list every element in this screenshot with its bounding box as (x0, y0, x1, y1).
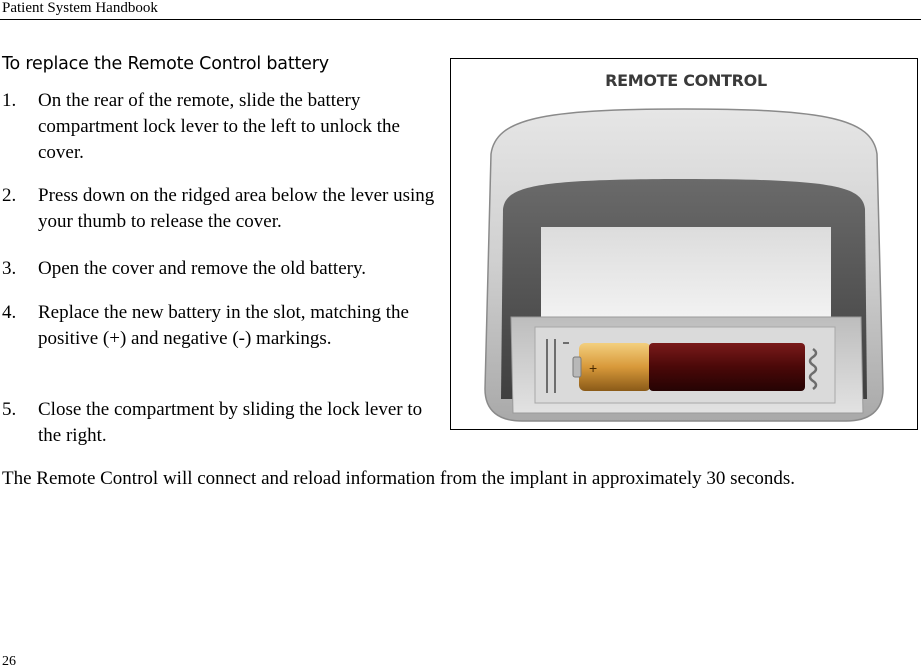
step-number: 4. (2, 302, 17, 323)
step-text: Press down on the ridged area below the lever using your thumb to release the cover. (38, 185, 435, 232)
battery-plus-sign: + (589, 360, 598, 376)
cover-insert (541, 227, 831, 325)
figure-label: REMOTE CONTROL (605, 71, 767, 90)
remote-control-figure (450, 58, 918, 430)
remote-control-illustration (451, 59, 917, 429)
page-header (0, 0, 921, 20)
step-number: 5. (2, 399, 17, 420)
step-text: Replace the new battery in the slot, matching the positive (+) and negative (-) markings. (38, 302, 409, 349)
step-text: Open the cover and remove the old battery. (38, 258, 366, 279)
step-text: Close the compartment by sliding the lock lever to the right. (38, 399, 423, 446)
step-text: On the rear of the remote, slide the battery compartment lock lever to the left to unlock the cover. (38, 90, 400, 163)
section-heading: To replace the Remote Control battery (2, 54, 329, 74)
closing-paragraph: The Remote Control will connect and reload information from the implant in approximately 30 seconds. (2, 468, 796, 489)
page-number: 26 (2, 654, 16, 669)
step-number: 2. (2, 185, 17, 206)
battery-body (649, 343, 805, 391)
header-title: Patient System Handbook (2, 0, 158, 16)
step-number: 3. (2, 258, 17, 279)
step-number: 1. (2, 90, 17, 111)
